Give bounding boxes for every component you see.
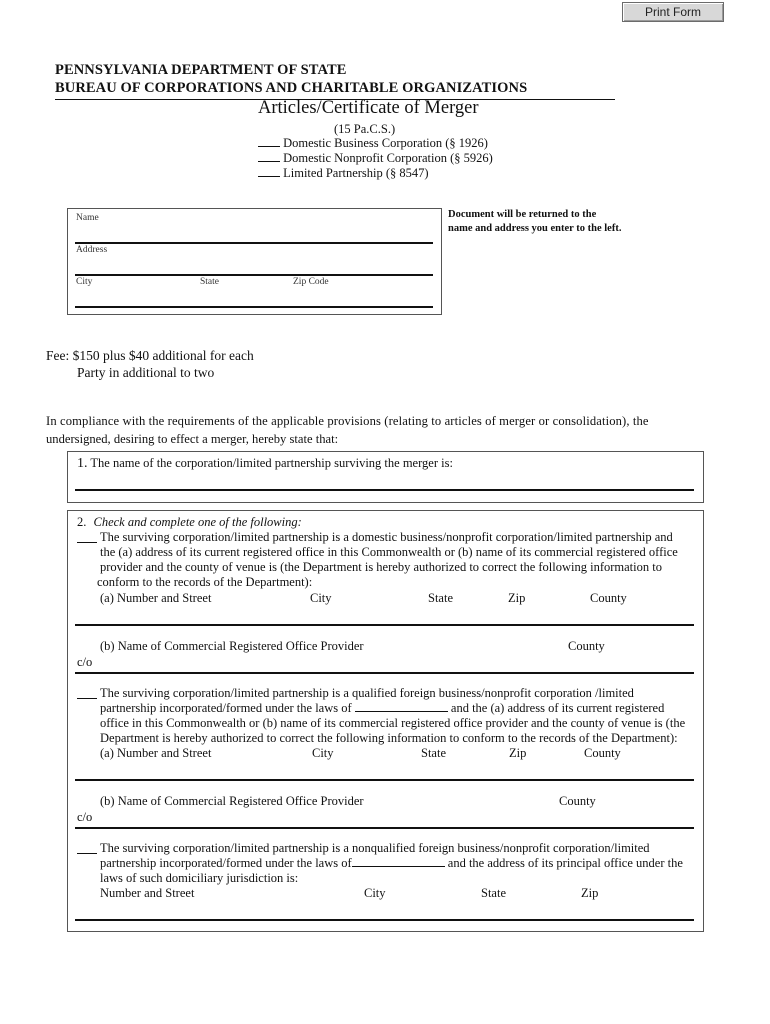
section-2-number: 2.: [77, 515, 87, 529]
opt2-co-label: c/o: [77, 810, 93, 824]
city-label: City: [76, 277, 93, 287]
opt1-line-3: provider and the county of venue is (the Department is hereby authorized to correct the following information to: [100, 560, 662, 574]
opt3-line-1: The surviving corporation/limited partnership is a nonqualified foreign business/nonprofit corporation/limited: [100, 841, 650, 855]
opt2-address-line: [75, 779, 694, 781]
address-field[interactable]: [75, 257, 433, 273]
opt1-county-label: County: [590, 591, 627, 605]
opt3-line-2b: and the address of its principal office under the: [447, 856, 683, 870]
opt1-zip-label: Zip: [508, 591, 526, 605]
department-heading: PENNSYLVANIA DEPARTMENT OF STATE: [55, 62, 347, 78]
opt2-a-label: (a) Number and Street: [100, 746, 212, 760]
opt1-line-2: the (a) address of its current registered office in this Commonwealth or (b) name of its commercial registered office: [100, 545, 678, 559]
name-field[interactable]: [75, 225, 433, 241]
return-note: Document will be returned to the name and address you enter to the left.: [448, 209, 622, 234]
option-limited-partnership[interactable]: [258, 166, 429, 181]
check-blank[interactable]: [258, 151, 280, 162]
address-label: Address: [76, 245, 108, 255]
opt2-provider-field[interactable]: [98, 809, 694, 826]
option-2-check-blank[interactable]: [77, 698, 97, 699]
opt2-provider-line: [75, 827, 694, 829]
intro-line-1: In compliance with the requirements of the applicable provisions (relating to articles of merger or consolidation), the: [46, 414, 649, 428]
opt2-line-4: Department is hereby authorized to correct the following information to conform to the records of the Department):: [100, 731, 678, 745]
option-label: Domestic Business Corporation (§ 1926): [283, 136, 488, 150]
section-1-heading: [77, 456, 453, 472]
opt1-line-1: The surviving corporation/limited partnership is a domestic business/nonprofit corporation/limited partnership and: [100, 530, 673, 544]
opt2-b-county-label: County: [559, 794, 596, 808]
check-blank[interactable]: [258, 166, 280, 177]
zip-code-label: Zip Code: [293, 277, 329, 287]
fee-line-1: Fee: $150 plus $40 additional for each: [46, 348, 254, 363]
opt2-line-2a: partnership incorporated/formed under the laws of: [100, 701, 352, 715]
bureau-heading: BUREAU OF CORPORATIONS AND CHARITABLE ORGANIZATIONS: [55, 80, 528, 96]
opt1-b-label: (b) Name of Commercial Registered Office Provider: [100, 639, 364, 653]
address-line: [75, 274, 433, 276]
opt2-state-label: State: [421, 746, 446, 760]
opt2-zip-label: Zip: [509, 746, 527, 760]
section-2-heading: [77, 515, 302, 530]
opt2-laws-of-field[interactable]: [355, 711, 448, 712]
opt1-b-county-label: County: [568, 639, 605, 653]
option-1-check-blank[interactable]: [77, 542, 97, 543]
opt1-city-label: City: [310, 591, 332, 605]
opt3-street-label: Number and Street: [100, 886, 195, 900]
opt3-line-3: laws of such domiciliary jurisdiction is:: [100, 871, 299, 885]
opt3-city-label: City: [364, 886, 386, 900]
print-form-button[interactable]: Print Form: [622, 2, 724, 22]
opt1-provider-field[interactable]: [98, 654, 694, 671]
fee-line-2: Party in additional to two: [77, 365, 215, 380]
opt3-zip-label: Zip: [581, 886, 599, 900]
city-state-zip-field[interactable]: [75, 289, 433, 305]
surviving-name-field[interactable]: [75, 472, 694, 488]
city-line: [75, 306, 433, 308]
option-domestic-nonprofit[interactable]: [258, 151, 493, 166]
section-2-instruction: Check and complete one of the following:: [93, 515, 302, 529]
opt2-line-1: The surviving corporation/limited partnership is a qualified foreign business/nonprofit corporation /limited: [100, 686, 634, 700]
opt1-address-line: [75, 624, 694, 626]
opt3-line-2a: partnership incorporated/formed under the laws of: [100, 856, 352, 870]
opt2-b-label: (b) Name of Commercial Registered Office Provider: [100, 794, 364, 808]
opt2-line-2: [100, 701, 664, 716]
opt2-address-field[interactable]: [75, 761, 694, 778]
opt2-line-3: office in this Commonwealth or (b) name of its commercial registered office provider and the county of venue is (the: [100, 716, 686, 730]
form-title: Articles/Certificate of Merger: [258, 98, 479, 118]
section-1-number: 1.: [77, 456, 88, 471]
name-line: [75, 242, 433, 244]
opt2-county-label: County: [584, 746, 621, 760]
option-domestic-business[interactable]: [258, 136, 488, 151]
option-3-check-blank[interactable]: [77, 853, 97, 854]
statute-citation: (15 Pa.C.S.): [334, 122, 396, 136]
opt3-address-line: [75, 919, 694, 921]
opt1-line-4: conform to the records of the Department):: [97, 575, 313, 589]
name-label: Name: [76, 213, 99, 223]
intro-line-2: undersigned, desiring to effect a merger, hereby state that:: [46, 432, 339, 446]
opt1-provider-line: [75, 672, 694, 674]
opt3-address-field[interactable]: [75, 901, 694, 918]
opt2-line-2b: and the (a) address of its current registered: [450, 701, 665, 715]
check-blank[interactable]: [258, 136, 280, 147]
opt3-state-label: State: [481, 886, 506, 900]
opt3-line-2: [100, 856, 683, 871]
surviving-name-line: [75, 489, 694, 491]
opt3-laws-of-field[interactable]: [352, 866, 445, 867]
state-label: State: [200, 277, 219, 287]
opt1-co-label: c/o: [77, 655, 93, 669]
option-label: Limited Partnership (§ 8547): [283, 166, 429, 180]
opt1-state-label: State: [428, 591, 453, 605]
option-label: Domestic Nonprofit Corporation (§ 5926): [283, 151, 493, 165]
section-1-text: The name of the corporation/limited partnership surviving the merger is:: [90, 456, 453, 470]
opt1-address-field[interactable]: [75, 606, 694, 623]
opt1-a-label: (a) Number and Street: [100, 591, 212, 605]
opt2-city-label: City: [312, 746, 334, 760]
